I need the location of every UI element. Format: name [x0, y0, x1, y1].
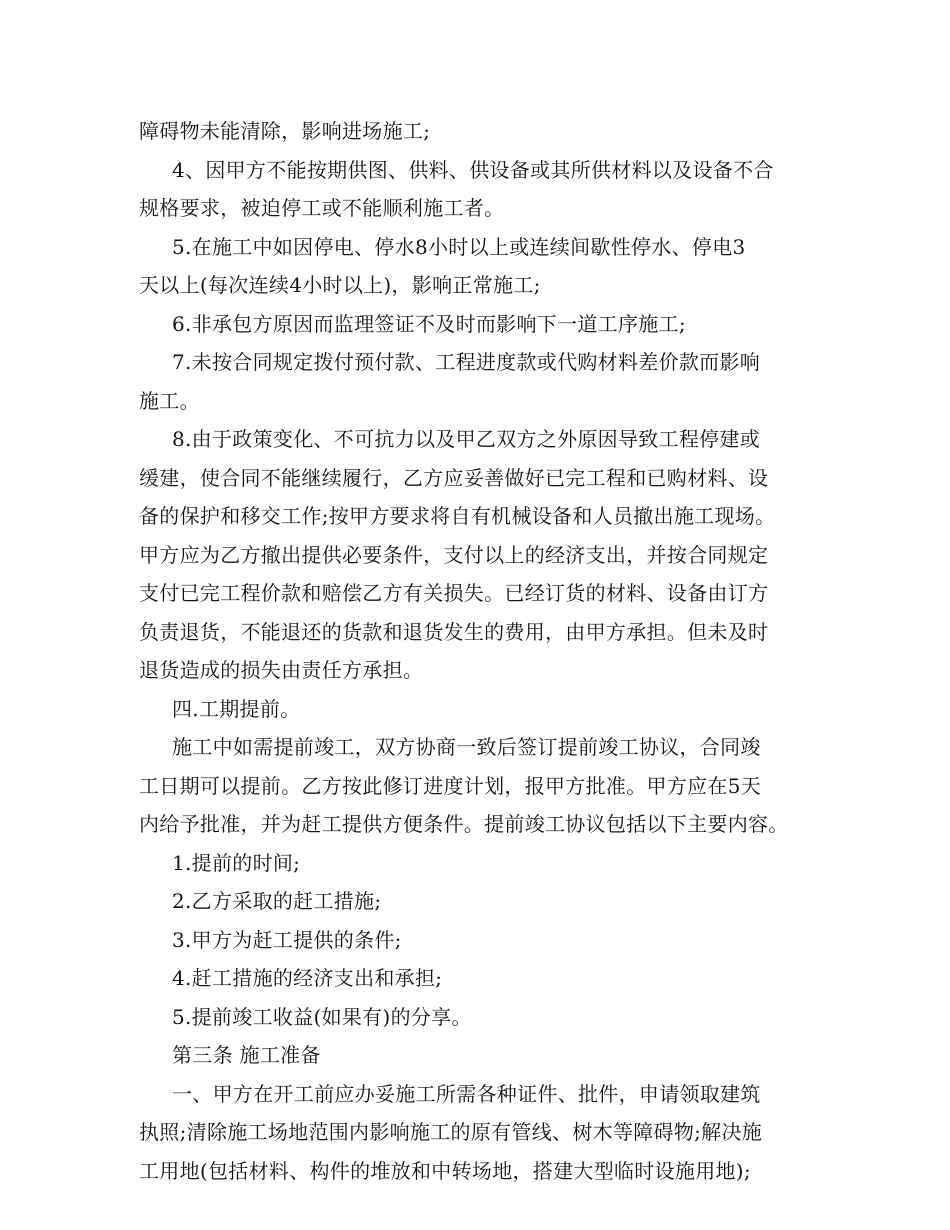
document-line: 支付已完工程价款和赔偿乙方有关损失。已经订货的材料、设备由订方 [139, 581, 769, 605]
document-line: 3.甲方为赶工提供的条件; [172, 927, 402, 952]
document-line: 障碍物未能清除，影响进场施工; [139, 119, 431, 143]
document-line: 内给予批准，并为赶工提供方便条件。提前竣工协议包括以下主要内容。 [139, 812, 789, 836]
document-line: 四.工期提前。 [172, 696, 301, 721]
document-line: 施工。 [139, 388, 200, 413]
document-line: 1.提前的时间; [172, 850, 301, 875]
document-line: 退货造成的损失由责任方承担。 [139, 658, 424, 682]
document-line: 备的保护和移交工作;按甲方要求将自有机械设备和人员撤出施工现场。 [139, 504, 776, 528]
document-line: 7.未按合同规定拨付预付款、工程进度款或代购材料差价款而影响 [172, 350, 761, 374]
document-line: 工用地(包括材料、构件的堆放和中转场地，搭建大型临时设施用地); [139, 1158, 751, 1183]
document-body [139, 112, 829, 1190]
document-line: 天以上(每次连续4小时以上)，影响正常施工; [139, 273, 541, 297]
document-line: 工日期可以提前。乙方按此修订进度计划，报甲方批准。甲方应在5天 [139, 773, 762, 798]
document-line: 甲方应为乙方撤出提供必要条件，支付以上的经济支出，并按合同规定 [139, 542, 769, 567]
document-line: 8.由于政策变化、不可抗力以及甲乙双方之外原因导致工程停建或 [172, 427, 761, 451]
document-line: 第三条 施工准备 [172, 1043, 321, 1067]
document-line: 施工中如需提前竣工，双方协商一致后签订提前竣工协议，合同竣 [172, 735, 761, 759]
document-line: 5.提前竣工收益(如果有)的分享。 [172, 1004, 472, 1029]
document-line: 负责退货，不能退还的货款和退货发生的费用，由甲方承担。但未及时 [139, 619, 769, 644]
document-line: 缓建，使合同不能继续履行，乙方应妥善做好已完工程和已购材料、设 [139, 465, 769, 490]
document-line: 4、因甲方不能按期供图、供料、供设备或其所供材料以及设备不合 [172, 157, 774, 182]
document-line: 6.非承包方原因而监理签证不及时而影响下一道工序施工; [172, 311, 686, 336]
document-line: 一、甲方在开工前应办妥施工所需各种证件、批件，申请领取建筑 [172, 1081, 761, 1106]
document-line: 4.赶工措施的经济支出和承担; [172, 966, 443, 990]
document-line: 5.在施工中如因停电、停水8小时以上或连续间歇性停水、停电3 [172, 234, 746, 259]
document-line: 规格要求，被迫停工或不能顺利施工者。 [139, 196, 505, 220]
document-line: 2.乙方采取的赶工措施; [172, 889, 382, 913]
document-line: 执照;清除施工场地范围内影响施工的原有管线、树木等障碍物;解决施 [139, 1120, 763, 1144]
